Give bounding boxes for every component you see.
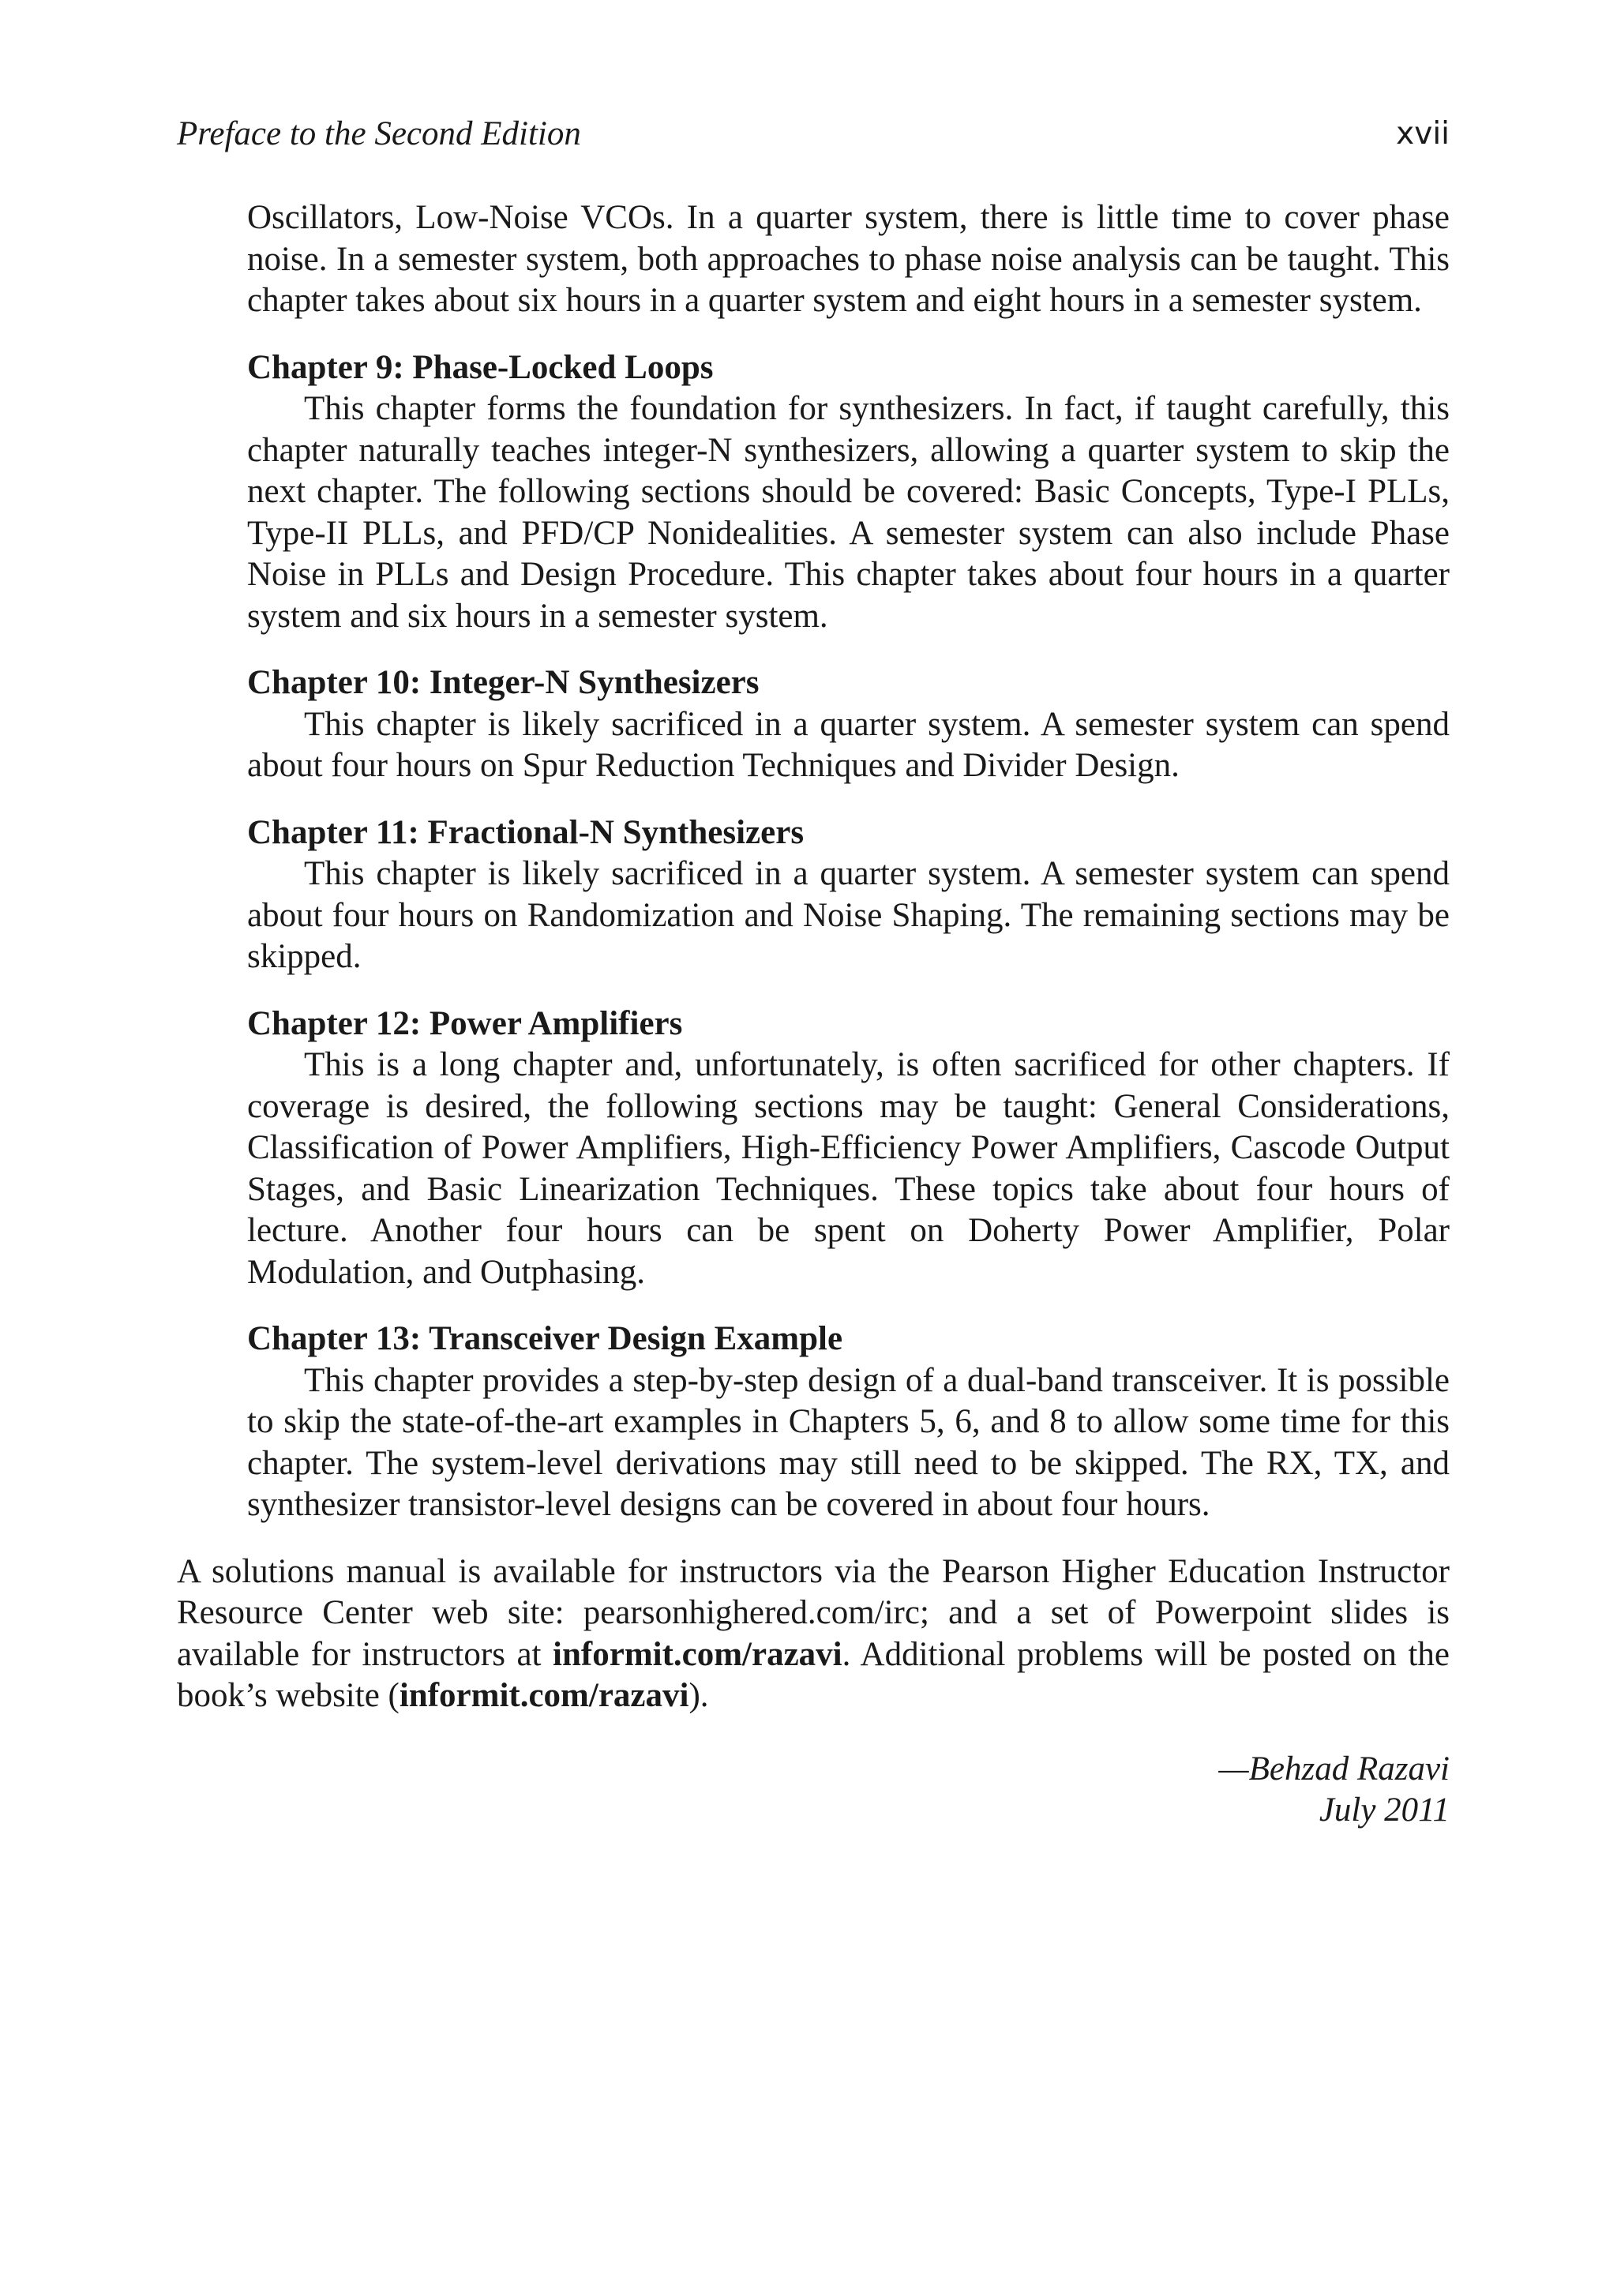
chapter-body: This chapter is likely sacrificed in a quarter system. A semester system can spend about four hours on Spur Reduction Techniques and Divider Design.: [247, 705, 1450, 784]
chapter-body: This chapter is likely sacrificed in a quarter system. A semester system can spend about four hours on Randomization and Noise Shaping. The remaining sections may be skipped.: [247, 855, 1450, 975]
signature-date: July 2011: [1319, 1791, 1450, 1829]
chapter-section-12: [247, 1004, 1450, 1294]
chapter-body: This is a long chapter and, unfortunately, is often sacrificed for other chapters. If coverage is desired, the following sections may be taught: General Considerations, Classification of Power Amplifiers, High-Efficiency Power Amplifiers, Cascode Output Stages, and Basic Linearization Techniques. These topics take about four hours of lecture. Another four hours can be spent on Doherty Power Amplifier, Polar Modulation, and Outphasing.: [247, 1046, 1450, 1291]
chapter-guide: [247, 197, 1450, 1526]
chapter-body: This chapter forms the foundation for synthesizers. In fact, if taught carefully, this chapter naturally teaches integer-N synthesizers, allowing a quarter system to skip the next chapter. The following sections should be covered: Basic Concepts, Type-I PLLs, Type-II PLLs, and PFD/CP Nonidealities. A semester system can also include Phase Noise in PLLs and Design Procedure. This chapter takes about four hours in a quarter system and six hours in a semester system.: [247, 390, 1450, 635]
chapter-heading: Chapter 9: Phase-Locked Loops: [247, 348, 714, 386]
chapter-heading: Chapter 13: Transceiver Design Example: [247, 1320, 843, 1357]
chapter-heading: Chapter 12: Power Amplifiers: [247, 1004, 683, 1042]
closing-text-2: . Additional problems will be posted on the book’s website (: [177, 1635, 1450, 1714]
informit-link-2[interactable]: informit.com/razavi: [399, 1677, 689, 1714]
running-title: Preface to the Second Edition: [177, 115, 581, 152]
closing-text-3: ).: [688, 1677, 709, 1714]
informit-link-1[interactable]: informit.com/razavi: [553, 1635, 842, 1673]
chapter-section-9: [247, 347, 1450, 638]
chapter-heading: Chapter 11: Fractional-N Synthesizers: [247, 813, 805, 851]
author-signature: —Behzad Razavi: [1218, 1750, 1450, 1788]
intro-paragraph: Oscillators, Low-Noise VCOs. In a quarter system, there is little time to cover phase noise. In a semester system, both approaches to phase noise analysis can be taught. This chapter takes about six hours in a quarter system and eight hours in a semester system.: [247, 199, 1450, 319]
running-head: [177, 111, 1450, 158]
chapter-section-11: [247, 812, 1450, 978]
page-number: xvii: [1396, 116, 1450, 152]
page-content: [177, 197, 1450, 1832]
chapter-body: This chapter provides a step-by-step design of a dual-band transceiver. It is possible to skip the state-of-the-art examples in Chapters 5, 6, and 8 to allow some time for this chapter. The system-level derivations may still need to be skipped. The RX, TX, and synthesizer transistor-level designs can be covered in about four hours.: [247, 1361, 1450, 1523]
signature-block: [177, 1749, 1450, 1832]
closing-text-1: A solutions manual is available for instructors via the Pearson Higher Education Instructor Resource Center web site: pearsonhighered.com/irc; and a set of Powerpoint slides is available for instructors at: [177, 1552, 1450, 1673]
chapter-section-13: [247, 1319, 1450, 1526]
chapter-heading: Chapter 10: Integer-N Synthesizers: [247, 664, 760, 701]
closing-paragraph: [177, 1551, 1450, 1717]
chapter-section-10: [247, 662, 1450, 787]
